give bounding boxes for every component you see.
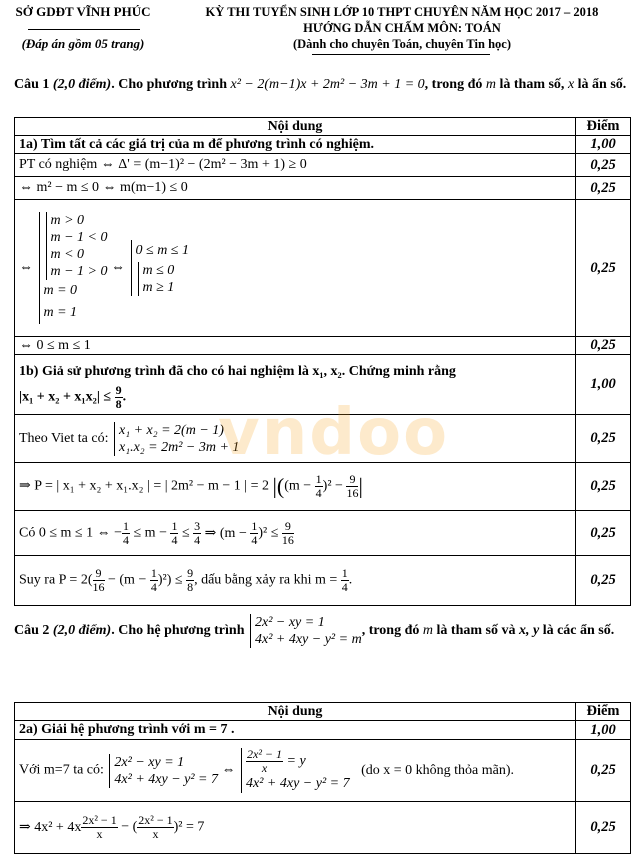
score-cell: 0,25 [576,200,631,337]
step-text [15,415,576,463]
case-analysis [15,200,576,337]
q1-text-a: . Cho phương trình [111,77,227,92]
case-line: 0 ≤ m ≤ 1 [135,243,189,258]
q1-points: (2,0 điểm) [52,77,112,92]
case-line: m ≤ 0 [142,263,175,278]
q1-label: Câu 1 [14,77,50,92]
fraction [122,520,130,547]
score-cell: 0,25 [576,337,631,355]
table-row [15,721,631,740]
part-1b-line2: |x₁ + x₂ + x₁x₂| ≤ [19,389,112,405]
table-row [15,355,631,415]
frac-num: 1 [341,566,348,580]
frac-num: 9 [346,473,358,487]
header-rule [28,29,140,30]
expr: ⇒ (m − [204,525,247,541]
q2-system [250,614,362,648]
frac-den: 16 [281,532,294,547]
step-text [15,802,576,854]
question-2 [14,614,631,648]
frac-den: 8 [115,396,122,411]
expr: − ( [121,819,138,835]
part-1b-line1: 1b) Giả sử phương trình đã cho có hai nghiệm là x₁, x₂. Chứng minh rằng [19,363,456,379]
frac-den: 4 [171,532,178,547]
case-system-1 [46,212,108,246]
part-2a-title: 2a) Giải hệ phương trình với m = 7 . [15,721,576,740]
frac-den: 4 [123,532,129,547]
viet-label: Theo Viet ta có: [19,430,109,446]
step-text: ⇔ 0 ≤ m ≤ 1 [15,337,576,355]
exam-title: KỲ THI TUYỂN SINH LỚP 10 THPT CHUYÊN NĂM HỌC 2017 – 2018 [205,5,599,19]
system-line: 2x² − xy = 1 [114,754,185,770]
frac-num: 9 [282,520,294,534]
answer-table-2 [14,702,631,854]
frac-den: 4 [341,580,348,594]
table2-header-content: Nội dung [15,703,576,721]
table-row [15,556,631,606]
note-text: (do x = 0 không thỏa mãn). [361,762,515,778]
frac-num: 2x² − 1 [82,813,117,827]
equiv-arrow: ⇔ [19,260,33,276]
watermark-logo: vndoo [218,396,450,470]
score-cell: 1,00 [576,355,631,415]
frac-den: 4 [150,580,157,594]
fraction [346,473,358,500]
q2-text-c: là tham số và [436,623,516,639]
step-text: ⇔ m² − m ≤ 0 ⇔ m(m−1) ≤ 0 [15,177,576,200]
step-text: PT có nghiệm ⇔ Δ' = (m−1)² − (2m² − 3m + 1) ≥ 0 [15,154,576,177]
q2-vars: x, y [518,623,540,639]
fraction [282,520,294,547]
expr: Suy ra P = 2( [19,572,93,588]
table-row [15,740,631,802]
system-line: x₁ + x₂ = 2(m − 1) [118,422,224,438]
score-cell: 0,25 [576,511,631,556]
fraction [137,814,173,841]
header-rule-right [312,54,490,55]
table-row [15,463,631,511]
step-text: ⇒ P = | x₁ + x₂ + x₁.x₂ | = | 2m² − m − 1 | = 2 |((m − $\frac{1}{4}$ )² − $\frac{9}{16}$ | [15,463,576,511]
q1-text-d: là ẩn số. [577,77,627,92]
frac-num: 2x² − 1 [138,813,173,827]
case-line: m − 1 > 0 [50,264,108,279]
frac-num: 9 [115,382,122,397]
q2-label: Câu 2 [14,623,50,639]
q1-var-x: x [567,77,575,92]
page-count-note: (Đáp án gồm 05 trang) [21,36,145,51]
expr: Có 0 ≤ m ≤ 1 ⇔ − [19,525,122,540]
frac-num: 9 [93,567,105,581]
system-line: 2x² − xy = 1 [254,615,325,630]
exam-subtitle: HƯỚNG DẪN CHẤM MÔN: TOÁN [303,21,501,35]
score-cell: 0,25 [576,154,631,177]
q2-text-b: , trong đó [361,623,420,639]
table1-header-score: Điểm [576,118,631,136]
q2-var-m: m [422,623,434,639]
score-cell: 1,00 [576,721,631,740]
case-line: m − 1 < 0 [50,230,108,245]
system-line: x₁.x₂ = 2m² − 3m + 1 [118,439,240,455]
score-cell: 0,25 [576,177,631,200]
table-row [15,136,631,154]
frac-den: 4 [251,532,258,547]
exam-title-block [168,4,636,52]
expr: , dấu bằng xảy ra khi m = [194,572,338,588]
score-cell: 0,25 [576,463,631,511]
frac-den: 4 [194,532,201,547]
system-line: 4x² + 4xy − y² = 7 [246,776,350,791]
fraction [193,520,201,547]
expr: = y [286,753,306,769]
expr: ≤ m − [133,525,167,540]
fraction [315,473,323,500]
expr: ⇒ 4x² + 4x [19,820,82,835]
table-row [15,511,631,556]
score-cell: 0,25 [576,556,631,606]
outer-bracket [39,212,108,324]
table-row [15,177,631,200]
q2-text-a: . Cho hệ phương trình [111,623,245,639]
score-cell: 1,00 [576,136,631,154]
system-m7 [109,754,218,788]
frac-num: 1 [315,472,322,486]
case-system-3 [138,262,189,296]
table-row [15,802,631,854]
fraction [341,567,349,594]
case-system-2 [46,246,108,280]
table-row [15,415,631,463]
expr: )²) ≤ [157,572,183,588]
q2-text-d: là các ẩn số. [542,623,615,639]
step-text [15,556,576,606]
part-1b-title: 1b) Giả sử phương trình đã cho có hai nghiệm là x₁, x₂. Chứng minh rằng |x₁ + x₂ + x₁x₂| ≤ $\frac{9}{8}$ . [15,355,576,415]
system-transformed [241,748,350,793]
table-row [15,200,631,337]
frac-den: x [96,827,103,841]
fraction [81,814,117,841]
result-bracket [131,240,189,296]
fraction [115,384,123,411]
exam-audience: (Dành cho chuyên Toán, chuyên Tin học) [292,37,511,51]
viet-system [114,422,239,456]
frac-num: 9 [187,566,194,580]
expr: (m − [284,478,312,494]
equiv-arrow: ⇔ [111,260,126,275]
question-1 [14,74,631,95]
score-cell: 0,25 [576,802,631,854]
expr: )² − [322,478,343,494]
system-line: 4x² + 4xy − y² = 7 [114,771,218,787]
table1-header-content: Nội dung [15,118,576,136]
case-line: m = 0 [43,283,78,298]
frac-num: 1 [251,518,258,533]
frac-den: x [261,761,268,775]
frac-den: 8 [187,580,194,594]
frac-num: 1 [150,566,157,580]
expr: Với m=7 ta có: [19,762,104,778]
part-1a-title: 1a) Tìm tất cả các giá trị của m để phương trình có nghiệm. [15,136,576,154]
case-line: m ≥ 1 [142,280,175,295]
case-line: m = 1 [43,305,78,320]
fraction [170,520,178,547]
frac-num: 2x² − 1 [247,747,283,761]
fraction [246,748,283,775]
fraction [150,567,158,594]
score-cell: 0,25 [576,740,631,802]
case-line: m > 0 [50,213,85,228]
q1-var-m: m [485,77,496,92]
step-text [15,511,576,556]
answer-table-1 [14,117,631,606]
frac-den: x [152,827,159,841]
q1-equation: x² − 2(m−1)x + 2m² − 3m + 1 = 0 [230,77,425,92]
expr: ⇒ P = | x₁ + x₂ + x₁.x₂ | = | 2m² − m − 1 | = 2 [19,478,269,494]
system-line: 4x² + 4xy − y² = m [254,632,362,647]
table-row [15,337,631,355]
case-line: m < 0 [50,247,85,262]
fraction [186,567,194,594]
frac-den: 4 [315,486,322,500]
expr: . [348,572,353,588]
expr: ≤ [181,525,190,540]
frac-num: 3 [194,518,201,533]
expr: )² ≤ [258,525,279,540]
frac-num: 1 [123,518,129,533]
expr: − (m − [108,572,147,588]
table-row [15,154,631,177]
step-text [15,740,576,802]
department-name: SỞ GDĐT VĨNH PHÚC [15,4,151,19]
expr: )² = 7 [173,819,205,835]
frac-den: 16 [346,486,359,500]
q1-text-c: là tham số, [499,77,565,92]
score-cell: 0,25 [576,415,631,463]
table2-header-score: Điểm [576,703,631,721]
frac-den: 16 [92,580,105,594]
equiv-arrow: ⇔ [221,762,236,778]
q1-text-b: , trong đó [424,77,483,92]
frac-num: 1 [171,518,178,533]
fraction [93,567,105,594]
q2-points: (2,0 điểm) [52,623,112,639]
